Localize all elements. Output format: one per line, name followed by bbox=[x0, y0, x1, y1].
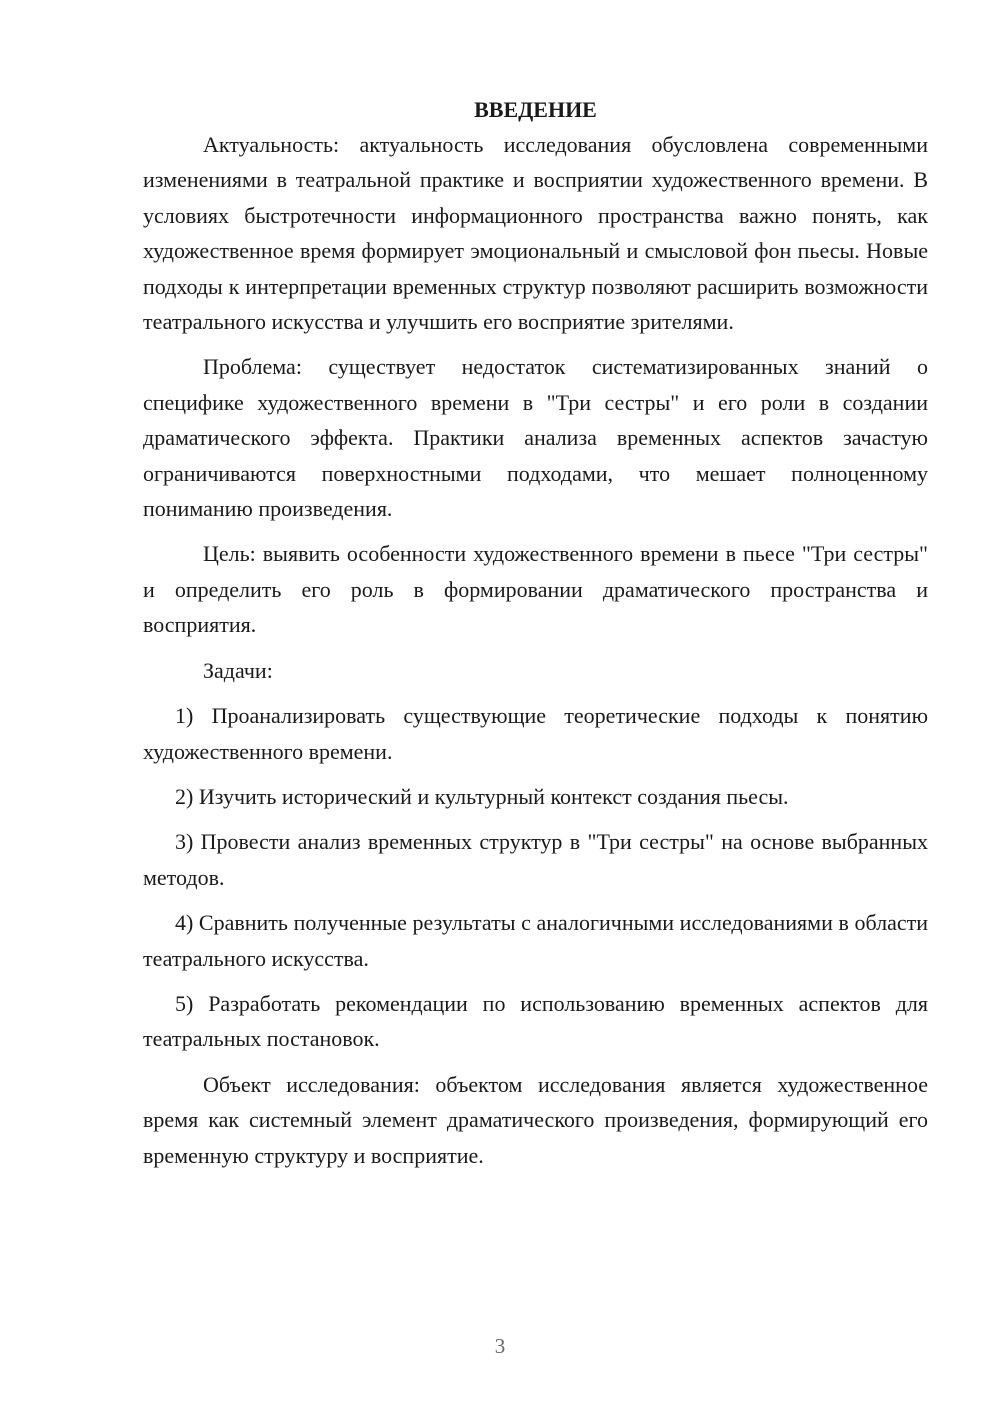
task-item-1: 1) Проанализировать существующие теоретические подходы к понятию художественного времени. bbox=[143, 703, 928, 764]
page-number: 3 bbox=[494, 1334, 506, 1358]
document-page bbox=[143, 92, 928, 1173]
task-item-5: 5) Разработать рекомендации по использованию временных аспектов для театральных постановок. bbox=[143, 990, 928, 1052]
task-item-2: 2) Изучить исторический и культурный контекст создания пьесы. bbox=[175, 783, 789, 809]
relevance-paragraph: Актуальность: актуальность исследования обусловлена современными изменениями в театральной практике и восприятии художественного времени. В условиях быстротечности информационного пространства важно понять, как художественное время формирует эмоциональный и смысловой фон пьесы. Новые подходы к интерпретации временных структур позволяют расширить возможности театрального искусства и улучшить его восприятие зрителями. bbox=[143, 132, 928, 335]
tasks-heading: Задачи: bbox=[203, 657, 273, 683]
task-item-4: 4) Сравнить полученные результаты с аналогичными исследованиями в области театрального искусства. bbox=[143, 910, 928, 971]
object-paragraph: Объект исследования: объектом исследования является художественное время как системный элемент драматического произведения, формирующий его временную структуру и восприятие. bbox=[143, 1071, 928, 1168]
task-item-3: 3) Провести анализ временных структур в "Три сестры" на основе выбранных методов. bbox=[143, 829, 928, 890]
goal-paragraph: Цель: выявить особенности художественного времени в пьесе "Три сестры" и определить его роль в формировании драматического пространства и восприятия. bbox=[143, 541, 928, 638]
page-title: ВВЕДЕНИЕ bbox=[474, 97, 597, 122]
problem-paragraph: Проблема: существует недостаток систематизированных знаний о специфике художественного времени в "Три сестры" и его роли в создании драматического эффекта. Практики анализа временных аспектов зачастую ограничиваются поверхностными подходами, что мешает полноценному пониманию произведения. bbox=[143, 354, 928, 522]
